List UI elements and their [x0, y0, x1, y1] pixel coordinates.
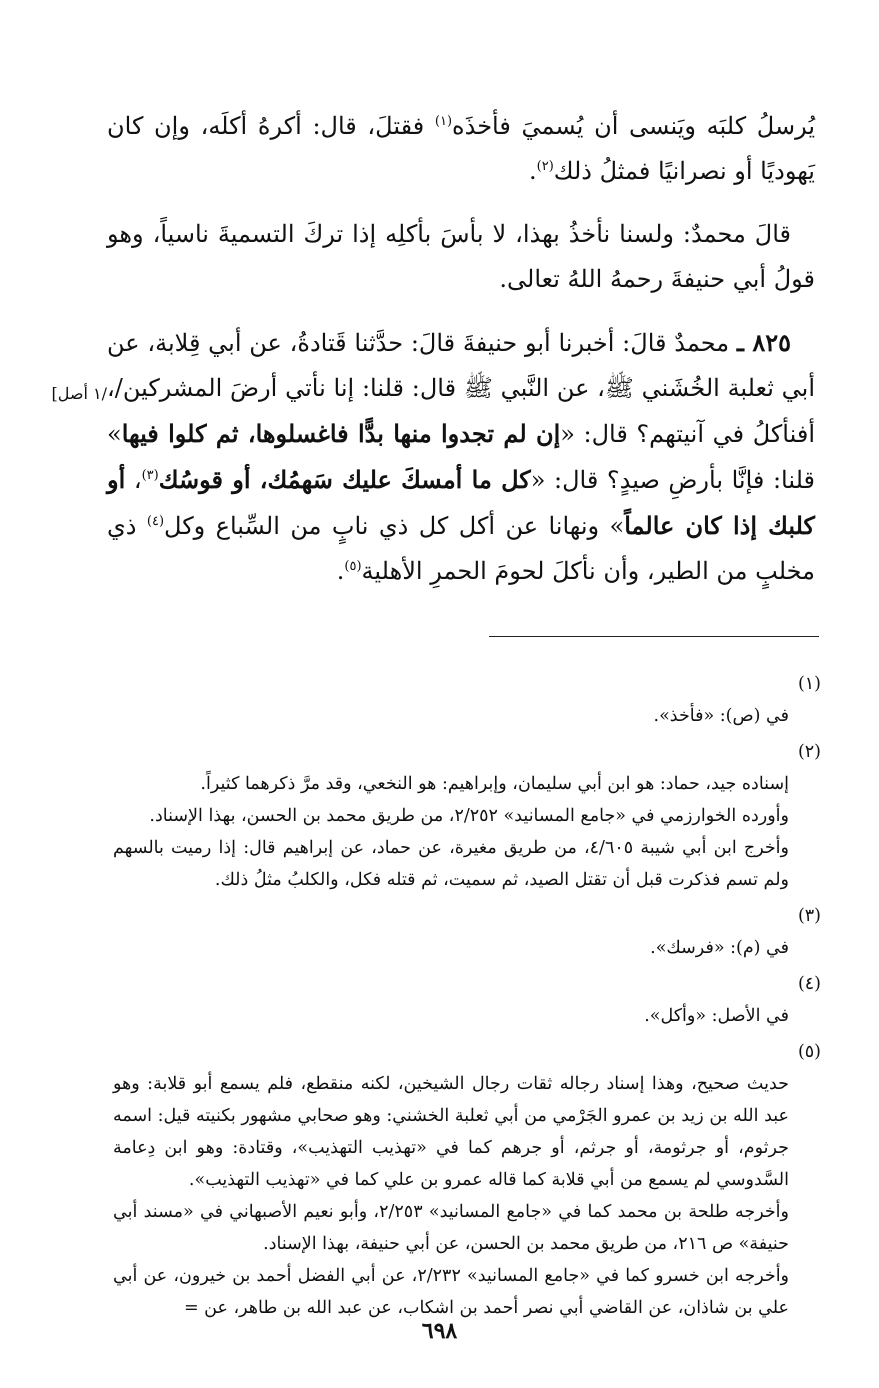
hadith-quote: إن لم تجدوا منها بدًّا فاغسلوها، ثم كلوا فيها	[121, 419, 561, 448]
footnote-text: في (م): «فرسك».	[650, 938, 789, 958]
hadith-quote: أو كلبك إذا كان عالماً	[107, 465, 815, 540]
footnote	[113, 900, 821, 964]
text-run: ،	[125, 466, 142, 494]
footnote-divider	[489, 636, 819, 637]
paragraph-2: قالَ محمدٌ: ولسنا نأخذُ بهذا، لا بأسَ بأكلِه إذا تركَ التسميةَ ناسياً، وهو قولُ أبي حنيفةَ رحمهُ اللهُ تعالى.	[107, 220, 815, 293]
footnote-number: (١)	[797, 674, 821, 694]
footnote-text: إسناده جيد، حماد: هو ابن أبي سليمان، وإبراهيم: هو النخعي، وقد مرَّ ذكرهما كثيراً.	[200, 774, 789, 794]
footnote-text: حديث صحيح، وهذا إسناد رجاله ثقات رجال الشيخين، لكنه منقطع، فلم يسمع أبو قلابة: وهو عبد الله بن زيد بن عمرو الجَرْمي من أبي ثعلبة الخشني: وهو صحابي مشهور بكنيته قيل: اسمه جرثوم، أو جرثومة، أو جرثم، أو جرهم كما في «تهذيب التهذيب»، وقتادة: وهو ابن دِعامة السَّدوسي لم يسمع من أبي قلابة كما قاله عمرو بن علي كما في «تهذيب التهذيب».	[113, 1074, 789, 1190]
footnote-ref: (٤)	[146, 514, 165, 529]
text-run: ذي مخلبٍ من الطير، وأن نأكلَ لحومَ الحمرِ الأهلية	[107, 512, 815, 585]
footnote-text: في (ص): «فأخذ».	[653, 706, 789, 726]
footnote-ref: (٣)	[141, 468, 159, 483]
footnote-continuation: وأورده الخوارزمي في «جامع المسانيد» ٢/٢٥٢، من طريق محمد بن الحسن، بهذا الإسناد.	[149, 806, 789, 826]
main-text	[107, 104, 815, 612]
footnote	[113, 668, 821, 732]
footnote	[113, 736, 821, 896]
paragraph-1	[107, 104, 815, 194]
hadith-number: ٨٢٥ ـ	[736, 328, 792, 357]
footnote-continuation: وأخرجه طلحة بن محمد كما في «جامع المسانيد» ٢/٢٥٣، وأبو نعيم الأصبهاني في «مسند أبي حنيفة» ص ٢١٦، من طريق محمد بن الحسن، عن أبي حنيفة، بهذا الإسناد.	[113, 1202, 789, 1254]
page-number: ٦٩٨	[421, 1318, 458, 1344]
text-run: .	[528, 157, 537, 185]
footnote-number: (٣)	[797, 906, 821, 926]
text-run: » قلنا: فإنَّا بأرضِ صيدٍ؟ قال: «	[107, 420, 815, 494]
footnote-continuation: وأخرجه ابن خسرو كما في «جامع المسانيد» ٢/٢٣٢، عن أبي الفضل أحمد بن خيرون، عن أبي علي بن شاذان، عن القاضي أبي نصر أحمد بن اشكاب، عن عبد الله بن طاهر، عن =	[113, 1266, 790, 1318]
paragraph-3	[107, 320, 815, 594]
text-run: فقتلَ، قال: أكرهُ أكلَه، وإن كان يَهوديًا أو نصرانيًا فمثلُ ذلك	[107, 112, 815, 185]
footnote-number: (٤)	[797, 974, 821, 994]
text-run: » ونهانا عن أكل كل ذي نابٍ من السِّباع وكل	[164, 512, 625, 540]
text-run: محمدٌ قالَ: أخبرنا أبو حنيفةَ قالَ: حدَّثنا قَتادةُ، عن أبي قِلابة، عن أبي ثعلبة الخُشَني ﷺ، عن النَّبي ﷺ قال: قلنا: إنا نأتي أرضَ المشركين/، أفنأكلُ في آنيتهم؟ قال: «	[107, 329, 815, 448]
footnotes	[113, 668, 821, 1328]
text-run: .	[336, 557, 345, 585]
footnote-ref: (١)	[434, 114, 453, 129]
footnote-text: في الأصل: «وأكل».	[644, 1006, 789, 1026]
text-run: يُرسلُ كلبَه ويَنسى أن يُسميَ فأخذَه	[452, 112, 815, 140]
footnote-ref: (٥)	[344, 559, 362, 574]
footnote	[113, 968, 821, 1032]
margin-note: /١ أصل]	[51, 384, 107, 403]
hadith-quote: كل ما أمسكَ عليك سَهمُك، أو قوسُك	[158, 465, 531, 494]
footnote-continuation: وأخرج ابن أبي شيبة ٤/٦٠٥، من طريق مغيرة، عن حماد، عن إبراهيم قال: إذا رميت بالسهم ولم تسم فذكرت قبل أن تقتل الصيد، ثم سميت، ثم قتله فكل، والكلبُ مثلُ ذلك.	[113, 838, 789, 890]
footnote	[113, 1036, 821, 1324]
footnote-ref: (٢)	[536, 159, 554, 174]
footnote-number: (٢)	[797, 742, 821, 762]
footnote-number: (٥)	[797, 1042, 821, 1062]
